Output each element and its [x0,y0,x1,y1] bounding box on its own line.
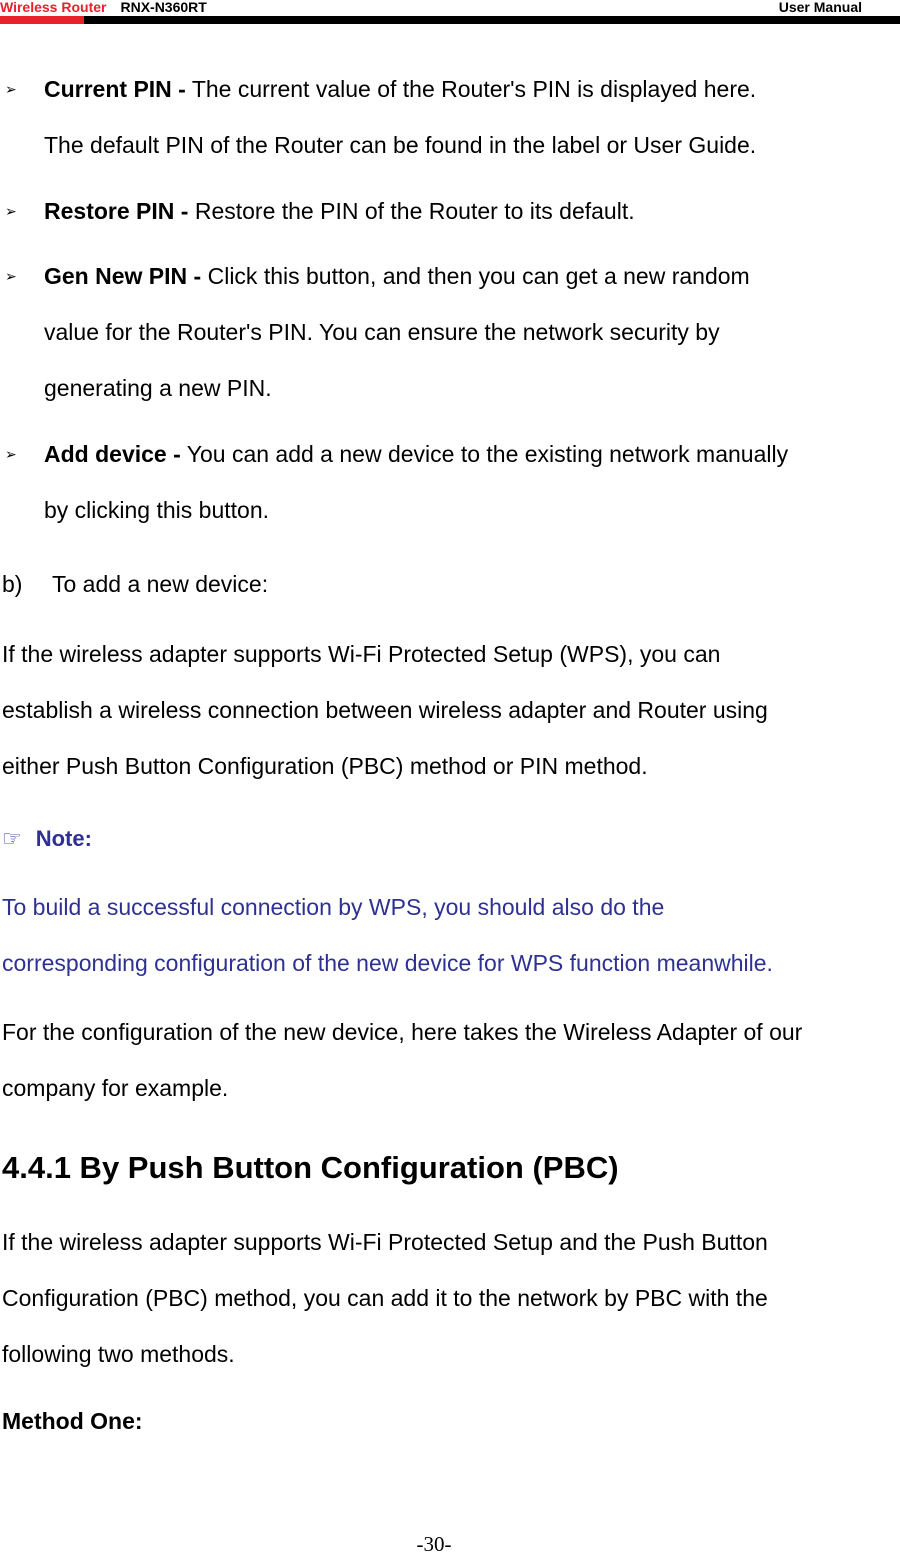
bullet-text: Click this button, and then you can get a new random [201,263,750,289]
page-header [0,0,900,26]
bullet-arrow-icon: ➢ [5,446,17,462]
paragraph-line: establish a wireless connection between wireless adapter and Router using [2,697,768,723]
bullet-text-cont: The default PIN of the Router can be found in the label or User Guide. [44,132,757,158]
header-left [0,0,207,14]
bullet-term: Restore PIN - [44,198,189,224]
header-manual: User Manual [778,0,862,15]
note-line: corresponding configuration of the new device for WPS function meanwhile. [2,950,773,976]
header-brand: Wireless Router [0,0,107,15]
paragraph-line: If the wireless adapter supports Wi-Fi Protected Setup (WPS), you can [2,641,721,667]
note-line: To build a successful connection by WPS, you should also do the [2,894,665,920]
page-number: -30- [416,1532,452,1556]
bullet-current-pin [44,75,756,103]
paragraph-line: either Push Button Configuration (PBC) method or PIN method. [2,753,648,779]
header-model: RNX-N360RT [120,0,207,15]
header-rule-accent [0,16,84,24]
section-heading: 4.4.1 By Push Button Configuration (PBC) [2,1150,619,1185]
bullet-arrow-icon: ➢ [5,81,17,97]
bullet-restore-pin [44,197,635,225]
paragraph-line: If the wireless adapter supports Wi-Fi Protected Setup and the Push Button [2,1229,768,1255]
bullet-arrow-icon: ➢ [5,268,17,284]
bullet-text-cont: by clicking this button. [44,497,270,523]
bullet-add-device [44,440,788,468]
bullet-gen-new-pin [44,262,750,290]
bullet-text: You can add a new device to the existing network manually [180,441,789,467]
paragraph-line: company for example. [2,1075,229,1101]
method-heading: Method One: [2,1408,143,1434]
note-label: Note: [35,826,92,851]
bullet-text: The current value of the Router's PIN is displayed here. [185,76,757,102]
bullet-text: Restore the PIN of the Router to its default. [188,198,635,224]
step-b-label: b) [2,571,23,597]
note-heading [2,825,92,853]
bullet-text-cont: generating a new PIN. [44,375,272,401]
step-b-text: To add a new device: [52,571,269,597]
header-rule [0,16,900,24]
pointing-hand-icon: ☞ [2,826,22,851]
bullet-term: Gen New PIN - [44,263,202,289]
paragraph-line: For the configuration of the new device, here takes the Wireless Adapter of our [2,1019,803,1045]
paragraph-line: Configuration (PBC) method, you can add it to the network by PBC with the [2,1285,768,1311]
paragraph-line: following two methods. [2,1341,235,1367]
bullet-arrow-icon: ➢ [5,203,17,219]
bullet-term: Add device - [44,441,181,467]
bullet-term: Current PIN - [44,76,186,102]
bullet-text-cont: value for the Router's PIN. You can ensure the network security by [44,319,720,345]
